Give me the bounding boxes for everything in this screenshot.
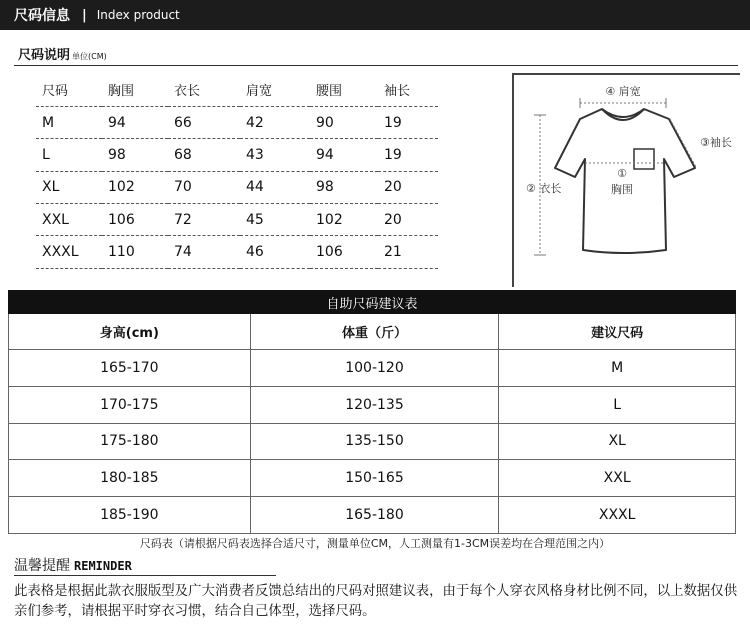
table-row <box>9 497 736 534</box>
cell-waist: 94 <box>310 139 378 171</box>
cell-shoulder: 44 <box>240 171 310 203</box>
cell-height: 175-180 <box>9 423 251 460</box>
rec-table-caption: 自助尺码建议表 <box>9 291 736 314</box>
size-table-header <box>36 74 438 106</box>
reminder-title-en: REMINDER <box>74 559 132 573</box>
cell-length: 66 <box>168 106 240 138</box>
cell-chest: 110 <box>102 236 168 268</box>
cell-length: 74 <box>168 236 240 268</box>
cell-chest: 94 <box>102 106 168 138</box>
cell-recommended-size: M <box>499 350 736 387</box>
table-row <box>9 460 736 497</box>
cell-shoulder: 45 <box>240 204 310 236</box>
cell-size: M <box>36 106 102 138</box>
size-unit: 单位(CM) <box>72 52 107 61</box>
cell-chest: 106 <box>102 204 168 236</box>
table-row <box>36 106 438 138</box>
measurement-note: 尺码表（请根据尺码表选择合适尺寸，测量单位CM，人工测量有1-3CM误差均在合理范围之内） <box>139 537 611 550</box>
table-row <box>36 204 438 236</box>
cell-sleeve: 19 <box>378 106 438 138</box>
tshirt-outline <box>555 109 695 253</box>
cell-weight: 165-180 <box>250 497 499 534</box>
cell-sleeve: 20 <box>378 171 438 203</box>
col-shoulder: 肩宽 <box>240 74 310 106</box>
cell-recommended-size: L <box>499 386 736 423</box>
chest-label: 胸围 <box>611 183 633 196</box>
col-chest: 胸围 <box>102 74 168 106</box>
table-row <box>36 171 438 203</box>
cell-waist: 106 <box>310 236 378 268</box>
header-bar <box>0 0 750 30</box>
shoulder-label: ④ 肩宽 <box>605 85 641 98</box>
cell-sleeve: 20 <box>378 204 438 236</box>
cell-size: L <box>36 139 102 171</box>
cell-height: 170-175 <box>9 386 251 423</box>
header-title-en: Index product <box>96 8 180 22</box>
tshirt-pocket <box>634 149 654 169</box>
table-row <box>9 350 736 387</box>
cell-height: 185-190 <box>9 497 251 534</box>
col-height: 身高(cm) <box>9 314 251 350</box>
cell-height: 165-170 <box>9 350 251 387</box>
size-table <box>36 74 438 269</box>
col-size: 尺码 <box>36 74 102 106</box>
col-waist: 腰围 <box>310 74 378 106</box>
cell-length: 70 <box>168 171 240 203</box>
section-divider <box>14 65 738 66</box>
reminder-divider <box>14 575 276 576</box>
reminder-text: 此表格是根据此款衣服版型及广大消费者反馈总结出的尺码对照建议表，由于每个人穿衣风格身材比例不同，以上数据仅供亲们参考，请根据平时穿衣习惯，结合自己体型，选择尺码。 <box>14 584 738 619</box>
cell-height: 180-185 <box>9 460 251 497</box>
cell-chest: 98 <box>102 139 168 171</box>
cell-waist: 98 <box>310 171 378 203</box>
table-row <box>9 386 736 423</box>
recommendation-table <box>8 290 736 534</box>
table-row <box>9 423 736 460</box>
reminder-title <box>14 555 132 575</box>
tshirt-diagram <box>512 73 740 287</box>
table-row <box>36 139 438 171</box>
col-recommended-size: 建议尺码 <box>499 314 736 350</box>
rec-table-caption-row <box>9 291 736 314</box>
tshirt-diagram-svg <box>514 75 742 289</box>
reminder-title-cn: 温馨提醒 <box>14 558 70 574</box>
size-section-title <box>18 44 107 63</box>
sleeve-label: ③袖长 <box>700 136 732 149</box>
cell-waist: 102 <box>310 204 378 236</box>
size-section-label: 尺码说明 <box>18 48 71 63</box>
length-label: ② 衣长 <box>526 182 562 195</box>
cell-size: XXXL <box>36 236 102 268</box>
header-separator: | <box>82 7 87 23</box>
cell-size: XL <box>36 171 102 203</box>
cell-size: XXL <box>36 204 102 236</box>
header-title-cn: 尺码信息 <box>14 8 70 24</box>
col-length: 衣长 <box>168 74 240 106</box>
cell-chest: 102 <box>102 171 168 203</box>
cell-shoulder: 43 <box>240 139 310 171</box>
cell-weight: 100-120 <box>250 350 499 387</box>
cell-length: 68 <box>168 139 240 171</box>
cell-shoulder: 46 <box>240 236 310 268</box>
cell-length: 72 <box>168 204 240 236</box>
table-row <box>36 236 438 268</box>
col-weight: 体重（斤） <box>250 314 499 350</box>
cell-recommended-size: XL <box>499 423 736 460</box>
cell-weight: 120-135 <box>250 386 499 423</box>
cell-sleeve: 21 <box>378 236 438 268</box>
cell-recommended-size: XXL <box>499 460 736 497</box>
cell-recommended-size: XXXL <box>499 497 736 534</box>
cell-weight: 135-150 <box>250 423 499 460</box>
cell-weight: 150-165 <box>250 460 499 497</box>
col-sleeve: 袖长 <box>378 74 438 106</box>
cell-sleeve: 19 <box>378 139 438 171</box>
rec-table-header <box>9 314 736 350</box>
chest-number: ① <box>617 167 627 180</box>
cell-shoulder: 42 <box>240 106 310 138</box>
cell-waist: 90 <box>310 106 378 138</box>
